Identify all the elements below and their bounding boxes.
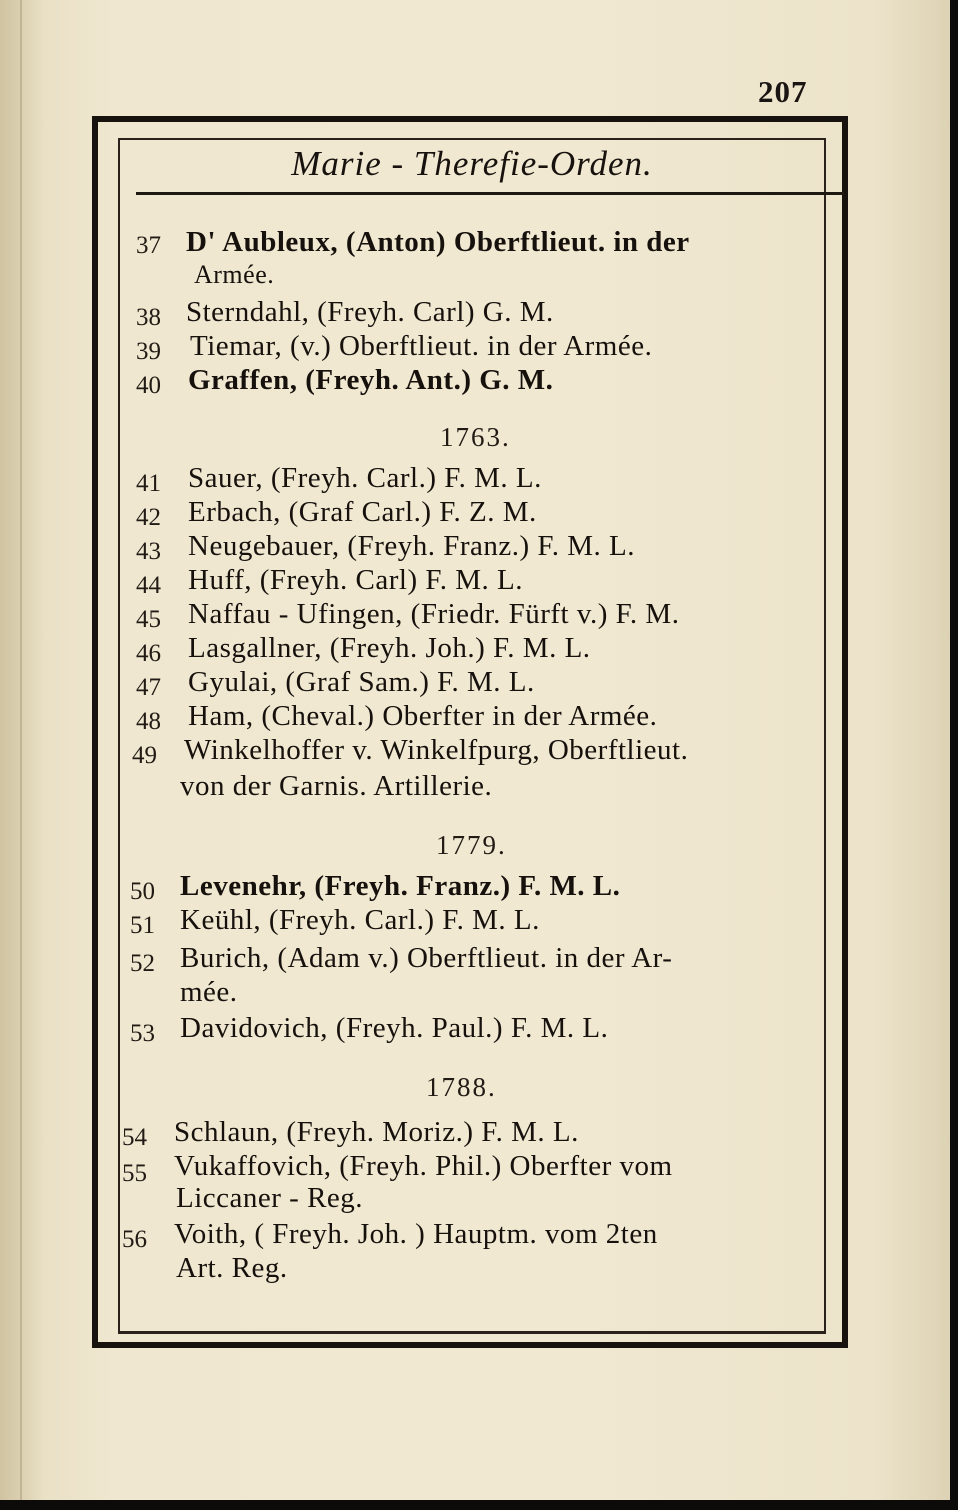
entry-continuation: Armée.: [194, 260, 275, 289]
entry-number: 46: [136, 640, 161, 667]
entry-text: Erbach, (Graf Carl.) F. Z. M.: [188, 496, 537, 528]
entry-text: Keühl, (Freyh. Carl.) F. M. L.: [180, 904, 540, 936]
entry-number: 55: [122, 1160, 147, 1187]
entry-number: 54: [122, 1124, 147, 1151]
entry-text: Voith, ( Freyh. Joh. ) Hauptm. vom 2ten: [174, 1218, 658, 1250]
entry-number: 45: [136, 606, 161, 633]
entry-continuation: Liccaner - Reg.: [176, 1182, 364, 1214]
entry-text: Neugebauer, (Freyh. Franz.) F. M. L.: [188, 530, 635, 562]
page-number: 207: [758, 74, 808, 109]
entry-number: 39: [136, 338, 161, 365]
entry-number: 48: [136, 708, 161, 735]
entry-number: 50: [130, 878, 155, 905]
entry-number: 53: [130, 1020, 155, 1047]
entry-number: 42: [136, 504, 161, 531]
entry-text: Lasgallner, (Freyh. Joh.) F. M. L.: [188, 632, 591, 664]
entry-number: 47: [136, 674, 161, 701]
entry-number: 41: [136, 470, 161, 497]
entry-text: Naffau - Ufingen, (Friedr. Fürft v.) F. M.: [188, 598, 680, 630]
entry-text: Davidovich, (Freyh. Paul.) F. M. L.: [180, 1012, 609, 1044]
year-heading: 1763.: [440, 422, 511, 452]
entry-text: Sauer, (Freyh. Carl.) F. M. L.: [188, 462, 542, 494]
entry-text: Ham, (Cheval.) Oberfter in der Armée.: [188, 700, 658, 732]
entry-text: Vukaffovich, (Freyh. Phil.) Oberfter vom: [174, 1150, 673, 1182]
entry-number: 43: [136, 538, 161, 565]
entry-number: 38: [136, 304, 161, 331]
entry-continuation: Art. Reg.: [176, 1252, 288, 1284]
entry-continuation: von der Garnis. Artillerie.: [180, 770, 493, 802]
entry-number: 51: [130, 912, 155, 939]
entry-number: 52: [130, 950, 155, 977]
entry-number: 56: [122, 1226, 147, 1253]
entry-number: 44: [136, 572, 161, 599]
entry-text: Winkelhoffer v. Winkelfpurg, Oberftlieut.: [184, 734, 689, 766]
entry-text: Huff, (Freyh. Carl) F. M. L.: [188, 564, 523, 596]
page-title: Marie - Therefie-Orden.: [291, 144, 653, 183]
entry-text: Tiemar, (v.) Oberftlieut. in der Armée.: [190, 330, 653, 362]
entry-number: 40: [136, 372, 161, 399]
entry-continuation: mée.: [180, 976, 238, 1008]
year-heading: 1788.: [426, 1072, 497, 1102]
entry-text: Schlaun, (Freyh. Moriz.) F. M. L.: [174, 1116, 579, 1148]
entry-number: 37: [136, 232, 161, 259]
entry-text: Graffen, (Freyh. Ant.) G. M.: [188, 364, 554, 396]
entry-number: 49: [132, 742, 157, 769]
entry-text: Burich, (Adam v.) Oberftlieut. in der Ar-: [180, 942, 673, 974]
entry-text: Sterndahl, (Freyh. Carl) G. M.: [186, 296, 554, 328]
entry-text: Levenehr, (Freyh. Franz.) F. M. L.: [180, 870, 621, 902]
entry-text: Gyulai, (Graf Sam.) F. M. L.: [188, 666, 535, 698]
entry-text: D' Aubleux, (Anton) Oberftlieut. in der: [186, 226, 690, 258]
year-heading: 1779.: [436, 830, 507, 860]
